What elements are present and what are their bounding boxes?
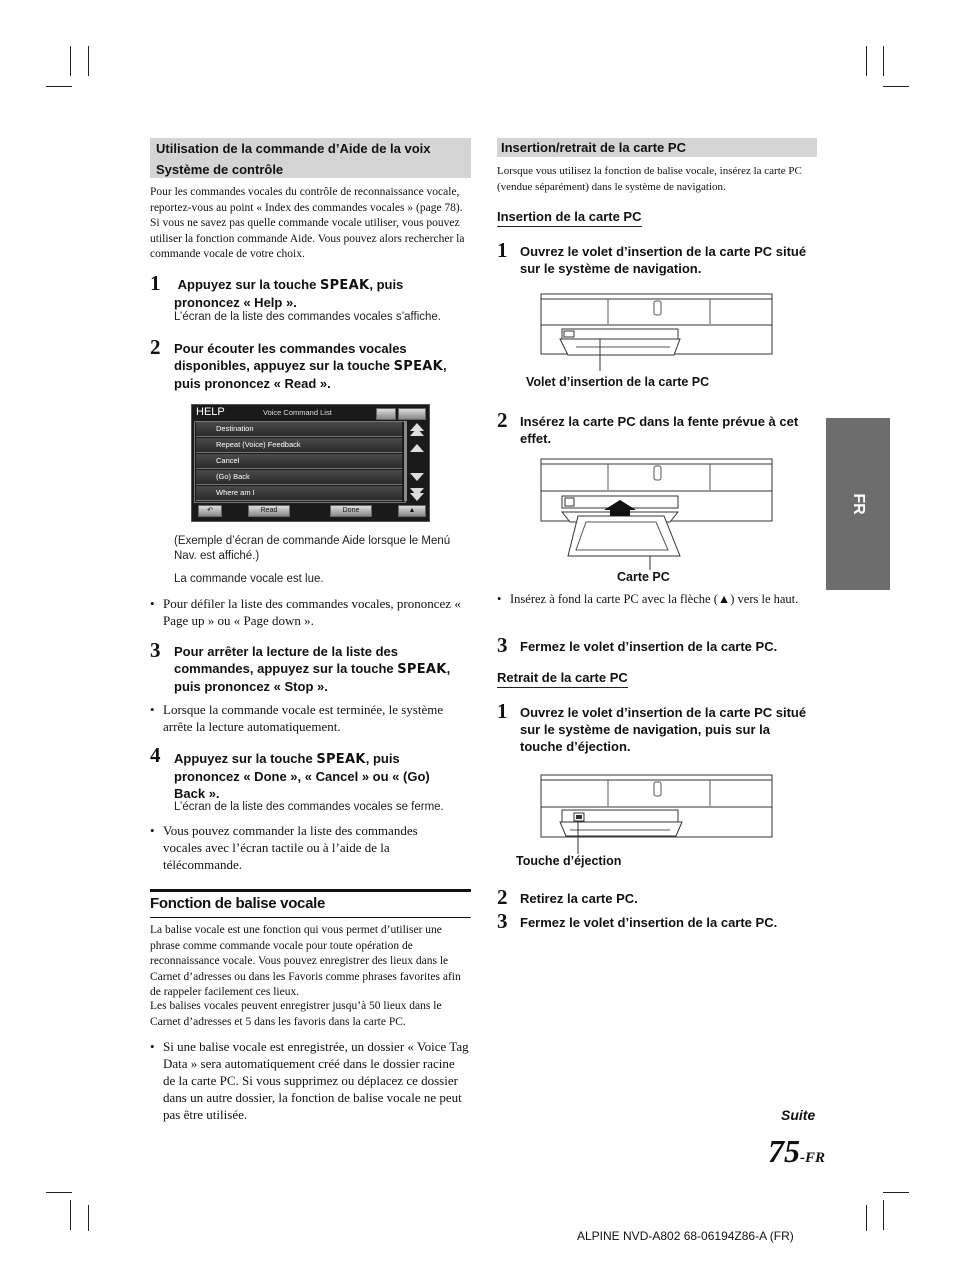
figure-3-caption: Touche d’éjection [516, 854, 622, 868]
crop-mark [866, 1205, 867, 1231]
screen-read-button: Read [248, 505, 290, 517]
scroll-arrows-icon [408, 422, 426, 502]
step-number: 1 [150, 271, 161, 295]
step-3-text [174, 643, 470, 695]
crop-mark [88, 1205, 89, 1231]
step-number: 2 [497, 408, 508, 432]
help-screen-title: HELP [196, 406, 225, 418]
speak-key: SPEAK [319, 278, 370, 293]
crop-mark [883, 1200, 884, 1230]
step-number: 3 [497, 909, 508, 933]
read-note: La commande vocale est lue. [174, 573, 324, 585]
step-4-text [174, 750, 444, 802]
list-item-label: Destination [216, 424, 254, 433]
list-item [196, 438, 402, 453]
page-number-digits: 75 [768, 1133, 800, 1169]
step-2-text [174, 340, 470, 392]
screen-map-icon [376, 408, 396, 420]
help-screen-subtitle: Voice Command List [263, 408, 332, 417]
step-4-b: , puis prononcez « Done », « Cancel » ou « (Go) Back ». [174, 751, 430, 801]
section-rule-bottom [150, 917, 471, 918]
crop-mark [46, 1192, 72, 1193]
step-1-b: , puis prononcez « Help ». [174, 277, 404, 310]
document-code: ALPINE NVD-A802 68-06194Z86-A (FR) [577, 1229, 794, 1243]
screen-back-icon: ↶ [198, 505, 222, 517]
figure-2-caption: Carte PC [617, 570, 670, 584]
help-header-line2: Système de contrôle [156, 162, 284, 177]
step-number: 3 [150, 638, 161, 662]
bullet-text: Si une balise vocale est enregistrée, un dossier « Voice Tag Data » sera automatiquement créé dans le dossier racine de la carte PC. Si vous supprimez ou déplacez ce dossier dans un autre dossier, la fonction de balise vocale ne peut pas être utilisée. [163, 1039, 469, 1122]
step-3-a: Pour arrêter la lecture de la liste des commandes, appuyez sur la touche [174, 644, 398, 676]
page-number [768, 1131, 825, 1171]
help-section-header [150, 138, 471, 178]
crop-mark [88, 46, 89, 76]
list-item [196, 422, 402, 437]
section-rule-top [150, 889, 471, 892]
step-number: 3 [497, 633, 508, 657]
bullet-item: • Si une balise vocale est enregistrée, un dossier « Voice Tag Data » sera automatiquement créé dans le dossier racine de la carte PC. Si vous supprimez ou déplacez ce dossier dans un autre dossier, la fonction de balise vocale ne peut pas être utilisée. [150, 1039, 469, 1122]
step-1-a: Appuyez sur la touche [177, 277, 320, 292]
page-number-suffix: -FR [800, 1150, 826, 1166]
insert-step-1: Ouvrez le volet d’insertion de la carte PC situé sur le système de navigation. [520, 244, 807, 276]
screen-up-icon: ▲ [398, 505, 426, 517]
pccard-section-header: Insertion/retrait de la carte PC [497, 138, 817, 157]
step-1-text [174, 276, 470, 311]
eject-button-figure [540, 774, 774, 854]
list-item [196, 454, 402, 469]
speak-key: SPEAK [397, 662, 447, 677]
bullet-item: • Insérez à fond la carte PC avec la flèche (▲) vers le haut. [497, 591, 817, 627]
screen-done-button: Done [330, 505, 372, 517]
side-tab-label: FR [850, 493, 867, 515]
suite-label: Suite [781, 1107, 816, 1123]
bullet-text: Insérez à fond la carte PC avec la flèche (▲) vers le haut. [510, 592, 799, 606]
speak-key: SPEAK [393, 359, 444, 374]
step-number: 2 [497, 885, 508, 909]
step-number: 2 [150, 335, 161, 359]
step-number: 1 [497, 238, 508, 262]
language-side-tab [826, 418, 890, 590]
voicetag-header: Fonction de balise vocale [150, 895, 326, 912]
crop-mark [883, 86, 909, 87]
remove-step-2: Retirez la carte PC. [520, 891, 638, 906]
remove-title: Retrait de la carte PC [497, 670, 628, 688]
step-number: 4 [150, 743, 161, 767]
figure-1-caption: Volet d’insertion de la carte PC [526, 375, 710, 389]
bullet-item: • Pour défiler la liste des commandes vocales, prononcez « Page up » ou « Page down ». [150, 595, 470, 631]
insert-title: Insertion de la carte PC [497, 209, 642, 227]
crop-mark [70, 46, 71, 76]
crop-mark [866, 46, 867, 76]
list-item-label: Cancel [216, 456, 240, 465]
bullet-text: Pour défiler la liste des commandes vocales, prononcez « Page up » ou « Page down ». [163, 596, 461, 628]
insert-step-2: Insérez la carte PC dans la fente prévue à cet effet. [520, 414, 799, 446]
bullet-item: • Lorsque la commande vocale est terminée, le système arrête la lecture automatiquement. [150, 701, 470, 737]
list-item-label: Where am I [216, 488, 255, 497]
bullet-text: Vous pouvez commander la liste des commandes vocales avec l’écran tactile ou à l’aide de la télécommande. [163, 823, 418, 872]
list-item-label: Repeat (Voice) Feedback [216, 440, 301, 449]
remove-step-1: Ouvrez le volet d’insertion de la carte PC situé sur le système de navigation, puis sur la touche d’éjection. [520, 705, 807, 754]
crop-mark [70, 1200, 71, 1230]
crop-mark [46, 86, 72, 87]
voicetag-paragraph-1: La balise vocale est une fonction qui vous permet d’utiliser une phrase comme commande vocale pour toute opération de reconnaissance vocale. Vous pouvez enregistrer des lieux dans le Carnet d’adresses ou dans les Favoris comme phrases favorites afin de rappeler facilement ces lieux. [150, 924, 461, 998]
bullet-item: • Vous pouvez commander la liste des commandes vocales avec l’écran tactile ou à l’aide de la télécommande. [150, 822, 445, 874]
crop-mark [883, 1192, 909, 1193]
screen-keypad-icon [398, 408, 426, 420]
list-item-label: (Go) Back [216, 472, 250, 481]
help-intro: Pour les commandes vocales du contrôle de reconnaissance vocale, reportez-vous au point « Index des commandes vocales » (page 78). Si vous ne savez pas quelle commande vocale utiliser, vous pouvez utiliser la fonction commande Aide. Vous pouvez alors rechercher la commande vocale de votre choix. [150, 186, 465, 260]
step-2-a: Pour écouter les commandes vocales disponibles, appuyez sur la touche [174, 341, 407, 373]
bullet-text: Lorsque la commande vocale est terminée, le système arrête la lecture automatiquement. [163, 702, 444, 734]
device-open-flap-figure [540, 293, 774, 371]
screen-caption: (Exemple d’écran de commande Aide lorsque le Menú Nav. est affiché.) [174, 535, 451, 562]
help-header-line1: Utilisation de la commande d’Aide de la voix [156, 141, 431, 156]
step-2-b: , puis prononcez « Read ». [174, 358, 447, 391]
pccard-intro: Lorsque vous utilisez la fonction de balise vocale, insérez la carte PC (vendue séparément) dans le système de navigation. [497, 165, 802, 193]
list-item [196, 470, 402, 485]
crop-mark [883, 46, 884, 76]
card-insert-figure [540, 458, 774, 588]
remove-step-3: Fermez le volet d’insertion de la carte PC. [520, 915, 778, 930]
insert-step-3: Fermez le volet d’insertion de la carte PC. [520, 639, 778, 654]
list-item [196, 486, 402, 501]
help-screen-image [191, 404, 430, 522]
voicetag-paragraph-2: Les balises vocales peuvent enregistrer jusqu’à 50 lieux dans le Carnet d’adresses et 5 dans les favoris dans la carte PC. [150, 1000, 442, 1028]
step-4-note: L’écran de la liste des commandes vocales se ferme. [174, 801, 444, 813]
step-number: 1 [497, 699, 508, 723]
step-3-b: , puis prononcez « Stop ». [174, 661, 451, 694]
step-1-note: L’écran de la liste des commandes vocales s’affiche. [174, 311, 441, 323]
step-4-a: Appuyez sur la touche [174, 751, 317, 766]
speak-key: SPEAK [316, 752, 366, 767]
